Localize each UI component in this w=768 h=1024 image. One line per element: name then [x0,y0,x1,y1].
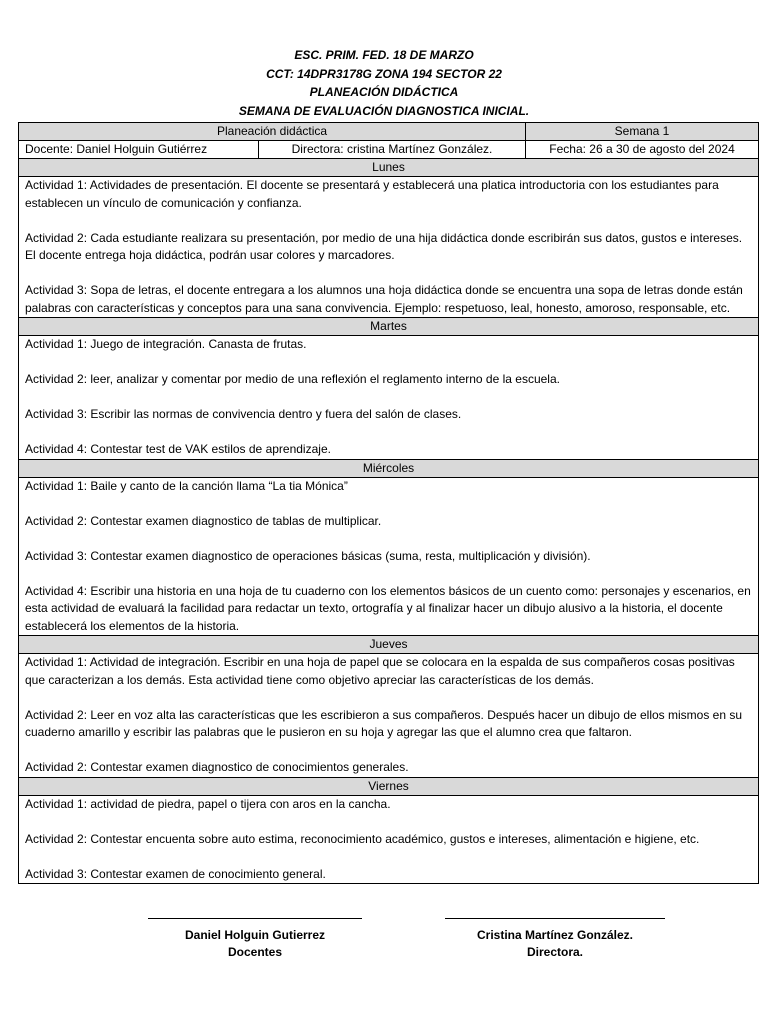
activity-item: Actividad 4: Escribir una historia en una hoja de tu cuaderno con los elementos básicos de un cuento como: personajes y escenarios, en esta actividad de evaluará la facilidad para redactar un texto, ortografía y al finalizar hacer un dibujo alusivo a la historia, el docente establecerá los elementos de la historia. [25,583,751,633]
day-activities-miercoles [19,477,759,636]
document-header [0,46,768,120]
activity-item: Actividad 3: Escribir las normas de convivencia dentro y fuera del salón de clases. [25,407,462,421]
activity-item: Actividad 2: Cada estudiante realizara su presentación, por medio de una hija didáctica donde escribirán sus datos, gustos e intereses. El docente entrega hoja didáctica, podrán usar colores y marcadores. [25,230,743,262]
day-label: Miércoles [19,459,759,477]
activity-item: Actividad 2: Leer en voz alta las características que les escribieron a sus compañeros. Después hacer un dibujo de ellos mismos en su cuaderno amarillo y escribir las palabras que le pusieron en su hoja y agregar las que el alumno crea que faltaron. [25,707,743,739]
day-header-miercoles [19,459,759,477]
activity-item: Actividad 1: actividad de piedra, papel o tijera con aros en la cancha. [25,796,391,811]
date-cell: Fecha: 26 a 30 de agosto del 2024 [526,141,759,159]
teacher-role: Docentes [227,945,283,959]
day-activities-viernes [19,795,759,884]
day-label: Jueves [19,636,759,654]
plan-title: PLANEACIÓN DIDÁCTICA [309,85,459,99]
table-title-row [19,123,759,141]
planning-table [18,122,759,884]
table-meta-row [19,141,759,159]
activity-item: Actividad 2: Contestar examen diagnostico de tablas de multiplicar. [25,513,382,528]
activity-item: Actividad 2: Contestar encuenta sobre auto estima, reconocimiento académico, gustos e intereses, alimentación e higiene, etc. [25,831,700,846]
day-header-martes [19,318,759,336]
day-activities-martes [19,336,759,460]
day-label: Lunes [19,159,759,177]
cct-line: CCT: 14DPR3178G ZONA 194 SECTOR 22 [266,66,502,81]
activity-item: Actividad 3: Contestar examen de conocimiento general. [25,866,326,881]
day-activities-lunes [19,177,759,318]
activity-item: Actividad 1: Baile y canto de la canción llama “La tia Mónica” [25,478,348,493]
activity-item: Actividad 1: Juego de integración. Canasta de frutas. [25,337,307,351]
day-header-viernes [19,777,759,795]
plan-label-cell: Planeación didáctica [19,123,526,141]
evaluation-subtitle: SEMANA DE EVALUACIÓN DIAGNOSTICA INICIAL. [238,103,530,118]
teacher-signature [148,918,362,961]
day-label: Viernes [19,777,759,795]
signature-line [445,918,665,919]
activity-item: Actividad 1: Actividad de integración. Escribir en una hoja de papel que se colocara en la espalda de sus compañeros cosas positivas que caracterizan a los demás. Esta actividad tiene como objetivo apreciar las características de los demás. [25,655,735,687]
director-role: Directora. [526,945,584,959]
day-header-jueves [19,636,759,654]
teacher-name: Daniel Holguin Gutierrez [184,928,325,942]
day-activities-jueves [19,654,759,778]
day-label: Martes [19,318,759,336]
activity-item: Actividad 1: Actividades de presentación. El docente se presentará y establecerá una platica introductoria con los estudiantes para establecen un vínculo de comunicación y confianza. [25,178,719,210]
activity-item: Actividad 2: Contestar examen diagnostico de conocimientos generales. [25,760,409,774]
director-signature [445,918,665,961]
teacher-cell: Docente: Daniel Holguin Gutiérrez [19,141,259,159]
activity-item: Actividad 3: Sopa de letras, el docente entregara a los alumnos una hoja didáctica donde se encuentra una sopa de letras donde están palabras con características y conceptos para una sana convivencia. Ejemplo: respetuoso, leal, honesto, amoroso, responsable, etc. [25,283,743,315]
activity-item: Actividad 2: leer, analizar y comentar por medio de una reflexión el reglamento interno de la escuela. [25,372,560,386]
signature-line [148,918,362,919]
activity-item: Actividad 3: Contestar examen diagnostico de operaciones básicas (suma, resta, multiplicación y división). [25,548,591,563]
director-cell: Directora: cristina Martínez González. [259,141,526,159]
activity-item: Actividad 4: Contestar test de VAK estilos de aprendizaje. [25,442,331,456]
week-cell: Semana 1 [526,123,759,141]
director-name: Cristina Martínez González. [476,928,634,942]
school-name: ESC. PRIM. FED. 18 DE MARZO [294,48,474,62]
day-header-lunes [19,159,759,177]
